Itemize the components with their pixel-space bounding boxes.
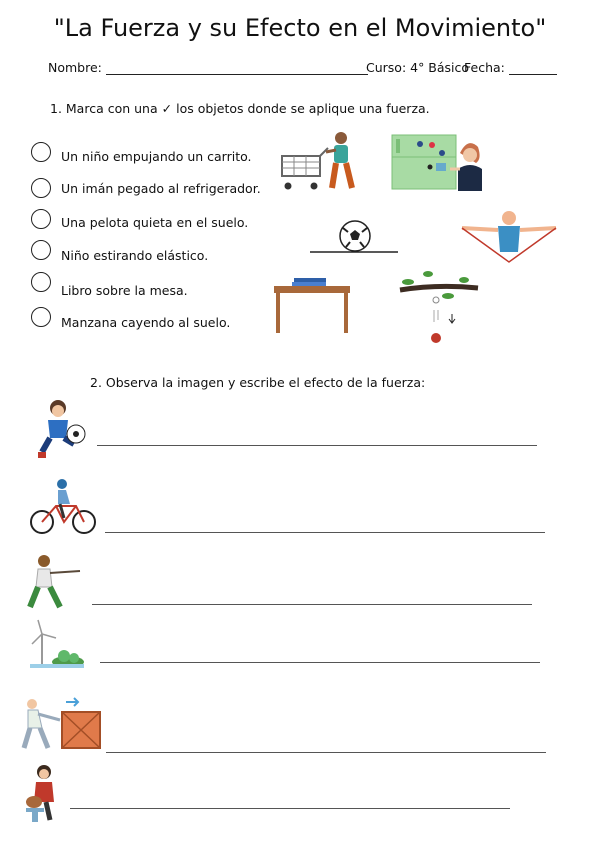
date-label: Fecha:: [464, 60, 505, 75]
name-label: Nombre:: [48, 60, 102, 75]
box-push-icon: [20, 698, 104, 752]
wind-turbine-icon: [28, 618, 86, 670]
option-checkbox-2[interactable]: [31, 178, 51, 198]
answer-line-2[interactable]: [105, 532, 545, 533]
answer-line-5[interactable]: [106, 752, 546, 753]
option-checkbox-3[interactable]: [31, 209, 51, 229]
course-label: Curso: 4° Básico: [366, 60, 470, 75]
date-input-line[interactable]: [509, 74, 557, 75]
option-checkbox-4[interactable]: [31, 240, 51, 260]
option-checkbox-6[interactable]: [31, 307, 51, 327]
shopping-cart-push-icon: [280, 130, 360, 194]
q1-suffix: los objetos donde se aplique una fuerza.: [176, 101, 430, 116]
question-1: [50, 101, 430, 116]
option-checkbox-5[interactable]: [31, 272, 51, 292]
option-label-4: Niño estirando elástico.: [61, 248, 209, 263]
q1-prefix: 1. Marca con una: [50, 101, 158, 116]
checkmark-icon: ✓: [161, 101, 173, 116]
option-checkbox-1[interactable]: [31, 142, 51, 162]
answer-line-3[interactable]: [92, 604, 532, 605]
page-title: "La Fuerza y su Efecto en el Movimiento": [53, 14, 547, 42]
name-input-line[interactable]: [106, 74, 368, 75]
elastic-stretch-icon: [458, 208, 560, 266]
falling-apple-icon: [398, 266, 480, 346]
option-label-3: Una pelota quieta en el suelo.: [61, 215, 249, 230]
question-2: 2. Observa la imagen y escribe el efecto de la fuerza:: [90, 375, 426, 390]
name-field: [48, 60, 368, 75]
option-label-5: Libro sobre la mesa.: [61, 283, 188, 298]
soccer-ball-still-icon: [310, 218, 400, 254]
soccer-kick-icon: [36, 398, 92, 462]
answer-line-1[interactable]: [97, 445, 537, 446]
option-label-1: Un niño empujando un carrito.: [61, 149, 252, 164]
rope-pull-icon: [26, 553, 82, 611]
option-label-6: Manzana cayendo al suelo.: [61, 315, 231, 330]
fridge-magnet-icon: [390, 133, 490, 191]
option-label-2: Un imán pegado al refrigerador.: [61, 181, 261, 196]
answer-line-6[interactable]: [70, 808, 510, 809]
cyclist-icon: [28, 478, 98, 536]
date-field: [464, 60, 557, 75]
answer-line-4[interactable]: [100, 662, 540, 663]
pottery-icon: [22, 764, 66, 824]
book-on-table-icon: [272, 276, 352, 334]
